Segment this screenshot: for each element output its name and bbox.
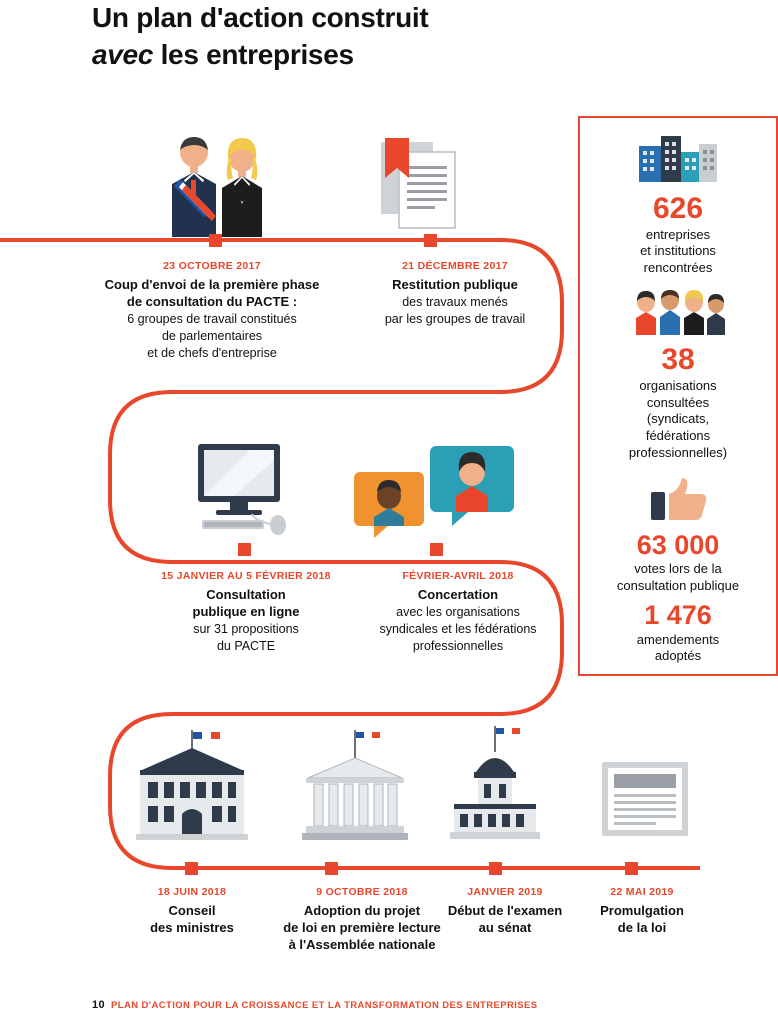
milestone-2-body-line-1: des travaux menés bbox=[402, 294, 508, 309]
timeline-marker-5 bbox=[185, 862, 198, 875]
milestone-1 bbox=[92, 260, 332, 361]
milestone-4-body-line-3: professionnelles bbox=[412, 638, 504, 653]
milestone-1-body-line-1: 6 groupes de travail constitués bbox=[127, 311, 297, 326]
timeline-marker-7 bbox=[489, 862, 502, 875]
timeline-marker-6 bbox=[325, 862, 338, 875]
milestone-1-heading-line-2: de consultation du PACTE : bbox=[126, 293, 298, 309]
stat-3-number: 63 000 bbox=[636, 530, 720, 561]
milestone-5-date: 18 JUIN 2018 bbox=[157, 886, 227, 898]
milestone-5-heading-line-1: Conseil bbox=[168, 903, 216, 918]
milestone-4-body-line-2: syndicales et les fédérations bbox=[379, 621, 537, 636]
stat-2-label-line-5: professionnelles) bbox=[628, 445, 728, 461]
milestone-3-heading-line-2: publique en ligne bbox=[192, 603, 300, 619]
stats-panel bbox=[578, 116, 778, 676]
people-group-icon bbox=[628, 289, 728, 335]
buildings-icon bbox=[637, 132, 719, 184]
milestone-6-heading-line-3: à l'Assemblée nationale bbox=[288, 936, 436, 952]
page-title-emphasis: avec bbox=[92, 38, 154, 70]
milestone-4-heading-line-1: Concertation bbox=[417, 587, 499, 602]
documents-illustration bbox=[375, 138, 465, 236]
stat-block-4 bbox=[590, 601, 766, 665]
page-number: 10 bbox=[92, 999, 106, 1011]
milestone-4 bbox=[348, 570, 568, 655]
milestone-6-heading-line-1: Adoption du projet bbox=[303, 903, 421, 918]
stat-1-label-line-1: entreprises bbox=[645, 226, 711, 242]
stat-1-number: 626 bbox=[652, 192, 704, 225]
stat-1-label-line-2: et institutions bbox=[640, 243, 716, 259]
stat-block-3 bbox=[590, 531, 766, 595]
stat-2-number: 38 bbox=[661, 343, 695, 377]
milestone-2-heading-line-1: Restitution publique bbox=[392, 277, 518, 292]
computer-illustration bbox=[190, 440, 300, 538]
milestone-7-heading-line-1: Début de l'examen bbox=[447, 903, 563, 918]
footer bbox=[92, 999, 537, 1011]
elysee-palace-illustration bbox=[132, 730, 252, 840]
stat-4-label-line-2: adoptés bbox=[654, 648, 702, 664]
page-title-line2-rest: les entreprises bbox=[153, 38, 354, 70]
milestone-6-date: 9 OCTOBRE 2018 bbox=[316, 886, 408, 898]
milestone-3-body-line-1: sur 31 propositions bbox=[193, 621, 299, 636]
milestone-2 bbox=[340, 260, 570, 328]
stat-2-label-line-3: (syndicats, bbox=[646, 411, 710, 427]
stat-2-label-line-2: consultées bbox=[646, 394, 710, 410]
milestone-8 bbox=[563, 886, 721, 937]
milestone-1-body-line-3: et de chefs d'entreprise bbox=[147, 345, 277, 360]
milestone-4-date: FÉVRIER-AVRIL 2018 bbox=[402, 570, 514, 582]
milestone-2-body-line-2: par les groupes de travail bbox=[384, 311, 526, 326]
officials-illustration bbox=[150, 132, 280, 237]
milestone-3-date: 15 JANVIER AU 5 FÉVRIER 2018 bbox=[161, 570, 331, 582]
milestone-7-date: JANVIER 2019 bbox=[467, 886, 543, 898]
footer-text: PLAN D'ACTION POUR LA CROISSANCE ET LA TRANSFORMATION DES ENTREPRISES bbox=[111, 1000, 538, 1011]
assembly-illustration bbox=[300, 730, 410, 840]
stat-4-number: 1 476 bbox=[644, 600, 712, 631]
speech-bubbles-illustration bbox=[352, 440, 532, 538]
milestone-3-body-line-2: du PACTE bbox=[216, 638, 276, 653]
milestone-4-body-line-1: avec les organisations bbox=[396, 604, 520, 619]
stat-3-label-line-2: consultation publique bbox=[616, 578, 740, 594]
milestone-8-heading-line-1: Promulgation bbox=[600, 903, 684, 918]
timeline-marker-4 bbox=[430, 543, 443, 556]
timeline-marker-3 bbox=[238, 543, 251, 556]
stat-4-label-line-1: amendements bbox=[636, 631, 720, 647]
newspaper-illustration bbox=[600, 758, 692, 840]
stat-3-label-line-1: votes lors de la bbox=[634, 561, 722, 577]
timeline-marker-8 bbox=[625, 862, 638, 875]
stat-block-2 bbox=[590, 344, 766, 462]
stat-1-label-line-3: rencontrées bbox=[643, 260, 713, 276]
stat-2-label-line-4: fédérations bbox=[645, 428, 711, 444]
stat-block-1 bbox=[590, 193, 766, 277]
milestone-1-heading-line-1: Coup d'envoi de la première phase bbox=[104, 277, 320, 292]
milestone-2-date: 21 DÉCEMBRE 2017 bbox=[402, 260, 508, 272]
milestone-3 bbox=[126, 570, 366, 655]
thumbs-up-icon bbox=[649, 476, 707, 522]
timeline-marker-2 bbox=[424, 234, 437, 247]
milestone-1-date: 23 OCTOBRE 2017 bbox=[163, 260, 261, 272]
milestone-5 bbox=[112, 886, 272, 937]
milestone-6-heading-line-2: de loi en première lecture bbox=[283, 919, 441, 935]
milestone-7-heading-line-2: au sénat bbox=[478, 919, 532, 935]
senate-illustration bbox=[440, 726, 550, 840]
milestone-8-date: 22 MAI 2019 bbox=[610, 886, 674, 898]
timeline-marker-1 bbox=[209, 234, 222, 247]
milestone-3-heading-line-1: Consultation bbox=[206, 587, 286, 602]
milestone-5-heading-line-2: des ministres bbox=[150, 919, 234, 935]
milestone-1-body-line-2: de parlementaires bbox=[161, 328, 263, 343]
milestone-8-heading-line-2: de la loi bbox=[617, 919, 667, 935]
stat-2-label-line-1: organisations bbox=[639, 377, 717, 393]
page-title-line1: Un plan d'action construit bbox=[92, 2, 429, 33]
